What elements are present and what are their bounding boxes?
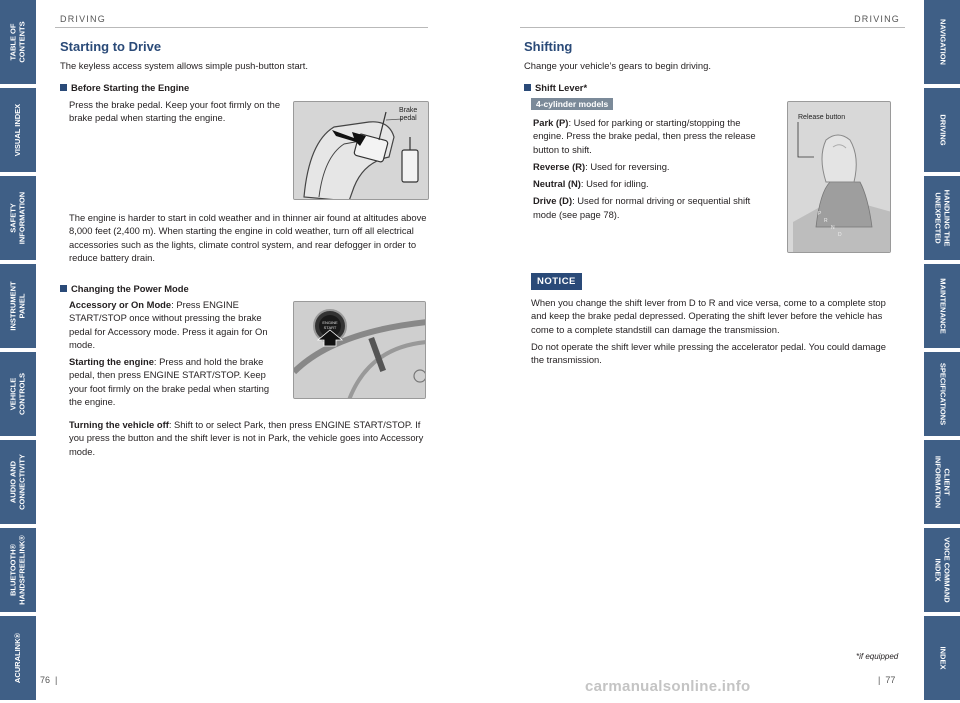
notice-paragraph-1: When you change the shift lever from D to R and vice versa, come to a complete stop and keep the brake pedal depressed. Operating the shift lever before the vehicle has come to a complete standstill can damage the transmission. bbox=[531, 297, 886, 335]
reverse-item: Reverse (R): Used for reversing. bbox=[533, 160, 670, 172]
right-page-number: | 77 bbox=[878, 675, 896, 685]
before-starting-text: Press the brake pedal. Keep your foot firmly on the brake pedal when starting the engine. bbox=[69, 99, 281, 124]
left-intro: The keyless access system allows simple push-button start. bbox=[60, 60, 309, 71]
shift-lever-illustration bbox=[788, 102, 891, 253]
footnote: *if equipped bbox=[856, 652, 899, 661]
right-intro: Change your vehicle’s gears to begin driving. bbox=[524, 60, 711, 71]
watermark: carmanualsonline.info bbox=[585, 678, 751, 695]
tab-safety-information[interactable]: SAFETY INFORMATION bbox=[0, 176, 36, 261]
engine-start-illustration bbox=[294, 302, 426, 399]
svg-text:ENGINE: ENGINE bbox=[322, 320, 338, 325]
section-square-icon bbox=[60, 285, 67, 292]
left-page-header: DRIVING bbox=[60, 14, 106, 24]
notice-label: NOTICE bbox=[531, 273, 582, 290]
tab-specifications[interactable]: SPECIFICATIONS bbox=[924, 352, 960, 437]
left-page-number: 76 | bbox=[40, 675, 58, 685]
section-power-mode: Changing the Power Mode bbox=[60, 283, 189, 294]
tab-voice-command-index[interactable]: VOICE COMMAND INDEX bbox=[924, 528, 960, 613]
svg-text:P: P bbox=[818, 211, 822, 217]
tab-client-information[interactable]: CLIENT INFORMATION bbox=[924, 440, 960, 525]
section-shift-lever: Shift Lever* bbox=[524, 82, 587, 93]
left-page-title: Starting to Drive bbox=[60, 39, 162, 54]
right-header-rule bbox=[520, 27, 905, 28]
section-square-icon bbox=[60, 84, 67, 91]
brake-pedal-figure bbox=[293, 101, 429, 200]
tab-visual-index[interactable]: VISUAL INDEX bbox=[0, 88, 36, 173]
model-badge: 4-cylinder models bbox=[531, 98, 613, 110]
svg-text:R: R bbox=[824, 218, 828, 224]
power-mode-text bbox=[69, 298, 281, 412]
left-tab-strip bbox=[0, 0, 36, 703]
tab-navigation[interactable]: NAVIGATION bbox=[924, 0, 960, 85]
park-item: Park (P): Used for parking or starting/stopping the engine. Press the brake pedal, then press the release button to shift. bbox=[533, 117, 756, 155]
notice-paragraph-2: Do not operate the shift lever while pressing the accelerator pedal. You could damage the transmission. bbox=[531, 340, 886, 366]
cold-weather-text: The engine is harder to start in cold weather and in thinner air found at altitudes above 8,000 feet (2,400 m). When starting the engine in cold weather, turn off all electrical accessories such as the lights, climate control system, and rear defogger in order to reduce battery drain. bbox=[69, 212, 427, 263]
tab-instrument-panel[interactable]: INSTRUMENT PANEL bbox=[0, 264, 36, 349]
shift-positions bbox=[533, 116, 769, 225]
tab-handling-unexpected[interactable]: HANDLING THE UNEXPECTED bbox=[924, 176, 960, 261]
turning-off-text bbox=[69, 418, 433, 462]
section-before-starting: Before Starting the Engine bbox=[60, 82, 189, 93]
right-page-header: DRIVING bbox=[854, 14, 900, 24]
tab-vehicle-controls[interactable]: VEHICLE CONTROLS bbox=[0, 352, 36, 437]
right-tab-strip bbox=[924, 0, 960, 703]
neutral-item: Neutral (N): Used for idling. bbox=[533, 178, 649, 190]
turning-off-paragraph: Turning the vehicle off: Shift to or select Park, then press ENGINE START/STOP. If you press the button and the shift lever is not in Park, the vehicle goes into Accessory mode. bbox=[69, 419, 424, 457]
left-header-rule bbox=[55, 27, 428, 28]
tab-driving[interactable]: DRIVING bbox=[924, 88, 960, 173]
engine-start-button-figure bbox=[293, 301, 426, 399]
tab-bluetooth-handsfreelink[interactable]: BLUETOOTH® HANDSFREELINK® bbox=[0, 528, 36, 613]
section-square-icon bbox=[524, 84, 531, 91]
brake-pedal-label: Brake pedal bbox=[399, 107, 418, 122]
notice-text bbox=[531, 296, 893, 370]
shift-lever-figure bbox=[787, 101, 891, 253]
right-page-title: Shifting bbox=[524, 39, 573, 54]
tab-index[interactable]: INDEX bbox=[924, 616, 960, 701]
svg-text:D: D bbox=[838, 232, 842, 238]
drive-item: Drive (D): Used for normal driving or sequential shift mode (see page 78). bbox=[533, 195, 751, 220]
starting-engine-paragraph: Starting the engine: Press and hold the brake pedal, then press ENGINE START/STOP. Keep your foot firmly on the brake pedal when starting the engine. bbox=[69, 356, 270, 408]
tab-audio-connectivity[interactable]: AUDIO AND CONNECTIVITY bbox=[0, 440, 36, 525]
tab-acuralink[interactable]: ACURALINK® bbox=[0, 616, 36, 701]
svg-text:N: N bbox=[831, 225, 835, 231]
release-button-label: Release button bbox=[798, 114, 846, 121]
tab-table-of-contents[interactable]: TABLE OF CONTENTS bbox=[0, 0, 36, 85]
svg-text:START: START bbox=[323, 325, 337, 330]
tab-maintenance[interactable]: MAINTENANCE bbox=[924, 264, 960, 349]
accessory-mode-paragraph: Accessory or On Mode: Press ENGINE START/STOP once without pressing the brake pedal for Accessory mode. Press it again for On mode. bbox=[69, 299, 268, 350]
